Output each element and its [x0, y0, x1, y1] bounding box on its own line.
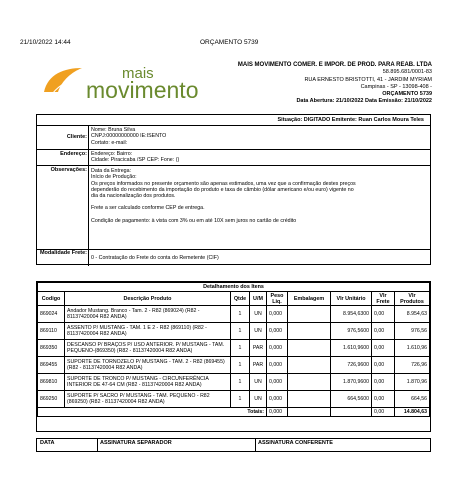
- items-title: Detalhamento dos Itens: [38, 283, 430, 292]
- client-row: [37, 126, 430, 150]
- table-cell: UN: [250, 323, 267, 340]
- table-cell: 664,5600: [331, 391, 372, 408]
- table-cell: PAR: [250, 357, 267, 374]
- table-cell: 0,000: [267, 306, 288, 323]
- table-cell: 0,000: [267, 340, 288, 357]
- totals-label: Totais:: [38, 408, 267, 417]
- table-cell: 1.610,96: [395, 340, 430, 357]
- table-row: [38, 391, 430, 408]
- table-cell: Andador Mustang. Branco - Tam. 2 - R82 (869024) (R82 - 81137420004 R82 ANDA): [65, 306, 231, 323]
- table-cell: 0,00: [372, 357, 395, 374]
- signature-date: DATA: [40, 440, 55, 446]
- col-freight: Vlr Frete: [372, 292, 395, 306]
- print-title: ORÇAMENTO 5739: [200, 39, 259, 46]
- table-cell: [288, 374, 331, 391]
- company-info: [238, 62, 432, 106]
- table-cell: 869350: [38, 340, 65, 357]
- notes-line: Condição de pagamento: à vista com 3% ou em até 10X sem juros no cartão de crédito: [91, 217, 297, 224]
- address-label: Endereço:: [60, 151, 87, 157]
- client-name: Nome: Bruna Silva: [91, 127, 136, 133]
- table-cell: SUPORTE DE TORNOZELO P/ MUSTANG - TAM. 2 - R82 (869455) (R82 - 81137420004 R82 ANDA): [65, 357, 231, 374]
- items-table: [37, 282, 430, 417]
- table-cell: SUPORTE P/ SACRO P/ MUSTANG - TAM. PEQUENO - R82 (869250) (R82 - 81137420004 R82 ANDA): [65, 391, 231, 408]
- notes-line: Data da Entrega:: [91, 168, 132, 174]
- notes-line: Os preços informados no presente orçamento são apenas estimados, uma vez que a confirmação destes preços: [91, 180, 356, 187]
- freight-row: [37, 250, 430, 266]
- total-weight: 0,000: [267, 408, 288, 417]
- table-cell: 869250: [38, 391, 65, 408]
- address-line2: Cidade: Piracicaba /SP CEP: Fone: (): [91, 157, 180, 164]
- table-row: [38, 323, 430, 340]
- table-cell: [288, 306, 331, 323]
- table-cell: [288, 323, 331, 340]
- signature-bar: [36, 438, 431, 452]
- table-cell: 1.610,9600: [331, 340, 372, 357]
- table-cell: 0,000: [267, 323, 288, 340]
- table-cell: 976,5600: [331, 323, 372, 340]
- logo-text-mais: mais: [122, 65, 154, 82]
- col-weight: Peso Liq.: [267, 292, 288, 306]
- col-code: Codigo: [38, 292, 65, 306]
- table-cell: 0,00: [372, 306, 395, 323]
- table-cell: 0,00: [372, 391, 395, 408]
- table-cell: 1.870,9600: [331, 374, 372, 391]
- table-cell: 0,00: [372, 323, 395, 340]
- open-date: 21/10/2022: [335, 98, 364, 105]
- table-row: [38, 357, 430, 374]
- company-city: Campinas - SP - 13098-408 -: [360, 83, 432, 90]
- table-row: [38, 306, 430, 323]
- emission-date: 21/10/2022: [404, 98, 432, 105]
- notes-row: [37, 166, 430, 250]
- table-row: [38, 374, 430, 391]
- table-cell: PAR: [250, 340, 267, 357]
- totals-row: [38, 408, 430, 417]
- client-contact: Cortato: e-mail:: [91, 139, 128, 146]
- table-cell: 0,000: [267, 391, 288, 408]
- print-datetime: 21/10/2022 14:44: [20, 39, 71, 46]
- notes-label: Observações:: [50, 167, 87, 173]
- emission-date-label: Data Emissão:: [365, 98, 403, 105]
- table-cell: 869455: [38, 357, 65, 374]
- notes-line: Início de Produção:: [91, 174, 137, 181]
- table-cell: 0,000: [267, 374, 288, 391]
- items-header-row: [38, 292, 430, 306]
- table-cell: 869810: [38, 374, 65, 391]
- table-cell: [288, 340, 331, 357]
- table-cell: 1: [231, 340, 250, 357]
- table-cell: ASSENTO P/ MUSTANG - TAM. 1 E 2 - R82 (869110) (R82 - 81137420004 R82 ANDA): [65, 323, 231, 340]
- client-cnpj: CNPJ:00000000000 IE:ISENTO: [91, 133, 167, 140]
- address-line1: Endereço: Bairro:: [91, 151, 133, 157]
- total-products: 14.804,63: [395, 408, 430, 417]
- signature-checker: ASSINATURA CONFERENTE: [258, 440, 333, 446]
- logo-text-movimento: movimento: [86, 77, 199, 102]
- freight-value: 0 - Contratação do Frete do conta do Remetente (CIF): [88, 250, 430, 266]
- table-cell: UN: [250, 374, 267, 391]
- table-cell: 8.954,6300: [331, 306, 372, 323]
- table-cell: UN: [250, 306, 267, 323]
- company-cnpj: 58.895.681/0001-83: [382, 69, 432, 76]
- client-info-box: [36, 125, 431, 265]
- company-name: MAIS MOVIMENTO COMER. E IMPOR. DE PROD. PARA REAB. LTDA: [237, 62, 432, 68]
- company-address: RUA ERNESTO BRISTOTTI, 41 - JARDIM MYRIAM: [304, 76, 432, 83]
- table-cell: [288, 357, 331, 374]
- table-cell: [288, 391, 331, 408]
- table-cell: 726,96: [395, 357, 430, 374]
- notes-line: dependerão do recebimento da importação do produto e taxa de câmbio (dólar americano e/ou euro) vigente no: [91, 186, 354, 193]
- table-cell: UN: [250, 391, 267, 408]
- logo-leaf-icon: [42, 62, 212, 102]
- table-cell: 1.870,96: [395, 374, 430, 391]
- quote-number: ORÇAMENTO 5739: [382, 91, 432, 98]
- client-label: Cliente:: [66, 134, 87, 140]
- col-qty: Qtde: [231, 292, 250, 306]
- table-cell: 0,00: [372, 374, 395, 391]
- table-cell: 0,00: [372, 340, 395, 357]
- table-cell: 869110: [38, 323, 65, 340]
- freight-label: Modalidade Frete:: [39, 250, 87, 256]
- table-cell: 1: [231, 357, 250, 374]
- notes-line: Frete a ser calculado conforme CEP de entrega.: [91, 205, 205, 212]
- col-package: Embalagem: [288, 292, 331, 306]
- table-row: [38, 340, 430, 357]
- col-unit: U/M: [250, 292, 267, 306]
- table-cell: 1: [231, 391, 250, 408]
- table-cell: 8.954,63: [395, 306, 430, 323]
- items-box: [36, 281, 431, 432]
- situation-bar: Situação: DIGITADO Emitente: Ruan Carlos Moura Teles: [36, 114, 431, 126]
- table-cell: DESCANSO P/ BRAÇOS P/ USO ANTERIOR. P/ MUSTANG - TAM. PEQUENO-(869350) (R82 - 81137420004 R82 ANDA): [65, 340, 231, 357]
- table-cell: 976,56: [395, 323, 430, 340]
- table-cell: 664,56: [395, 391, 430, 408]
- open-date-label: Data Abertura:: [296, 98, 335, 105]
- table-cell: SUPORTE DE TRONCO P/ MUSTANG - CIRCUNFERÊNCIA INTERIOR DE 47-64 CM (R82 - 81137420004 R82 ANDA): [65, 374, 231, 391]
- company-logo: [42, 62, 212, 102]
- signature-separator: ASSINATURA SEPARADOR: [100, 440, 172, 446]
- address-row: [37, 150, 430, 166]
- col-unit-price: Vlr Unitário: [331, 292, 372, 306]
- table-cell: 869024: [38, 306, 65, 323]
- total-freight: 0,00: [372, 408, 395, 417]
- notes-line: dia da nacionalização dos produtos.: [91, 193, 176, 200]
- table-cell: 1: [231, 374, 250, 391]
- table-cell: 726,9600: [331, 357, 372, 374]
- table-cell: 1: [231, 323, 250, 340]
- table-cell: 0,000: [267, 357, 288, 374]
- table-cell: 1: [231, 306, 250, 323]
- col-description: Descrição Produto: [65, 292, 231, 306]
- col-products: Vlr Produtos: [395, 292, 430, 306]
